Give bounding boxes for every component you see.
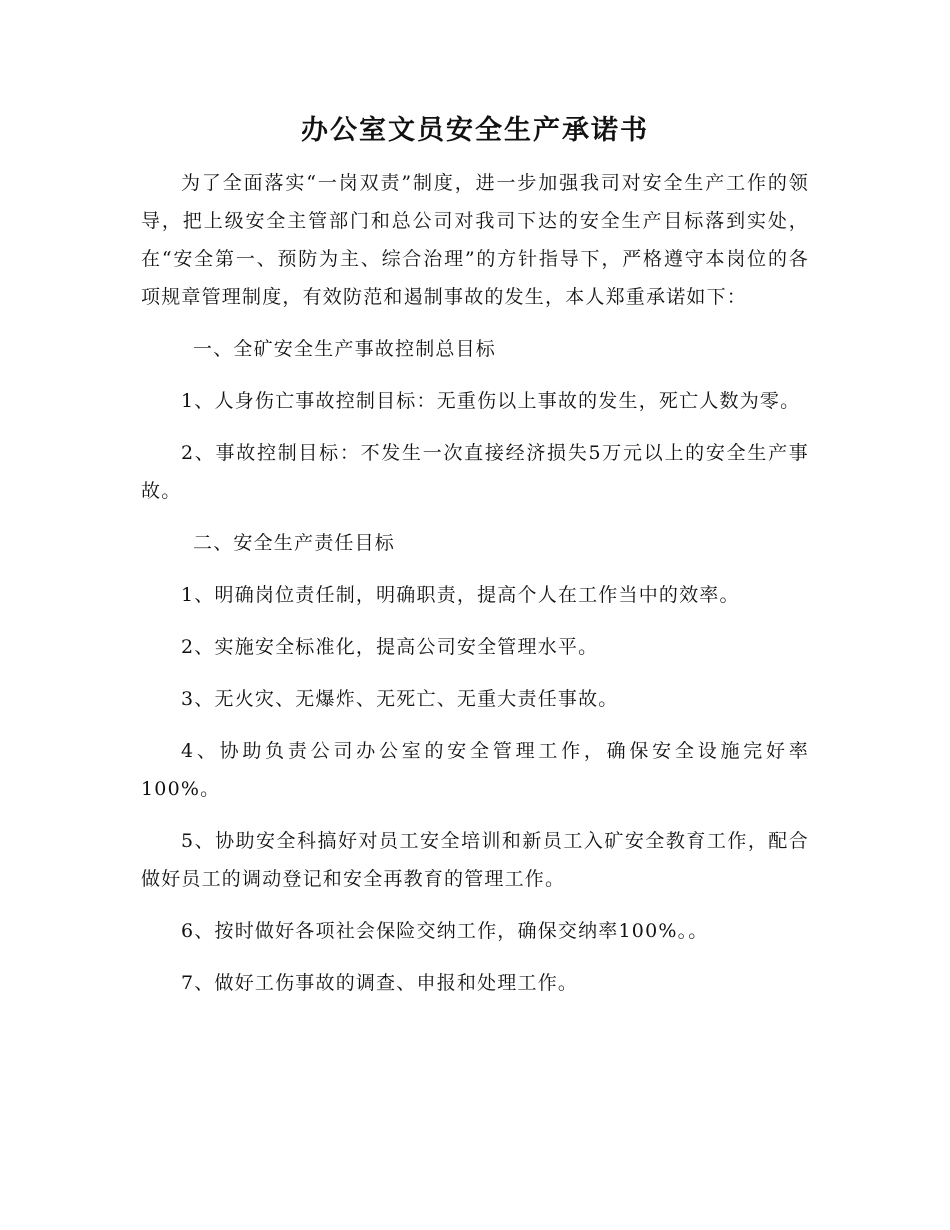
list-item: 5、协助安全科搞好对员工安全培训和新员工入矿安全教育工作，配合做好员工的调动登记和安全再教育的管理工作。 xyxy=(141,830,809,890)
list-item: 1、人身伤亡事故控制目标：无重伤以上事故的发生，死亡人数为零。 xyxy=(181,390,801,412)
section-heading-2: 二、安全生产责任目标 xyxy=(193,532,396,554)
list-item: 1、明确岗位责任制，明确职责，提高个人在工作当中的效率。 xyxy=(181,584,740,606)
list-item: 7、做好工伤事故的调查、申报和处理工作。 xyxy=(181,972,579,994)
list-item: 6、按时做好各项社会保险交纳工作，确保交纳率100%。。 xyxy=(181,920,709,942)
intro-paragraph: 为了全面落实“一岗双责”制度，进一步加强我司对安全生产工作的领导，把上级安全主管部门和总公司对我司下达的安全生产目标落到实处，在“安全第一、预防为主、综合治理”的方针指导下，严格遵守本岗位的各项规章管理制度，有效防范和遏制事故的发生，本人郑重承诺如下： xyxy=(141,172,809,308)
section-heading-1: 一、全矿安全生产事故控制总目标 xyxy=(193,338,497,360)
document-title: 办公室文员安全生产承诺书 xyxy=(301,115,649,146)
list-item: 4、协助负责公司办公室的安全管理工作，确保安全设施完好率100%。 xyxy=(141,740,809,800)
list-item: 2、实施安全标准化，提高公司安全管理水平。 xyxy=(181,636,599,658)
document-body xyxy=(141,164,809,1016)
list-item: 2、事故控制目标：不发生一次直接经济损失5万元以上的安全生产事故。 xyxy=(141,442,809,502)
list-item: 3、无火灾、无爆炸、无死亡、无重大责任事故。 xyxy=(181,688,619,710)
